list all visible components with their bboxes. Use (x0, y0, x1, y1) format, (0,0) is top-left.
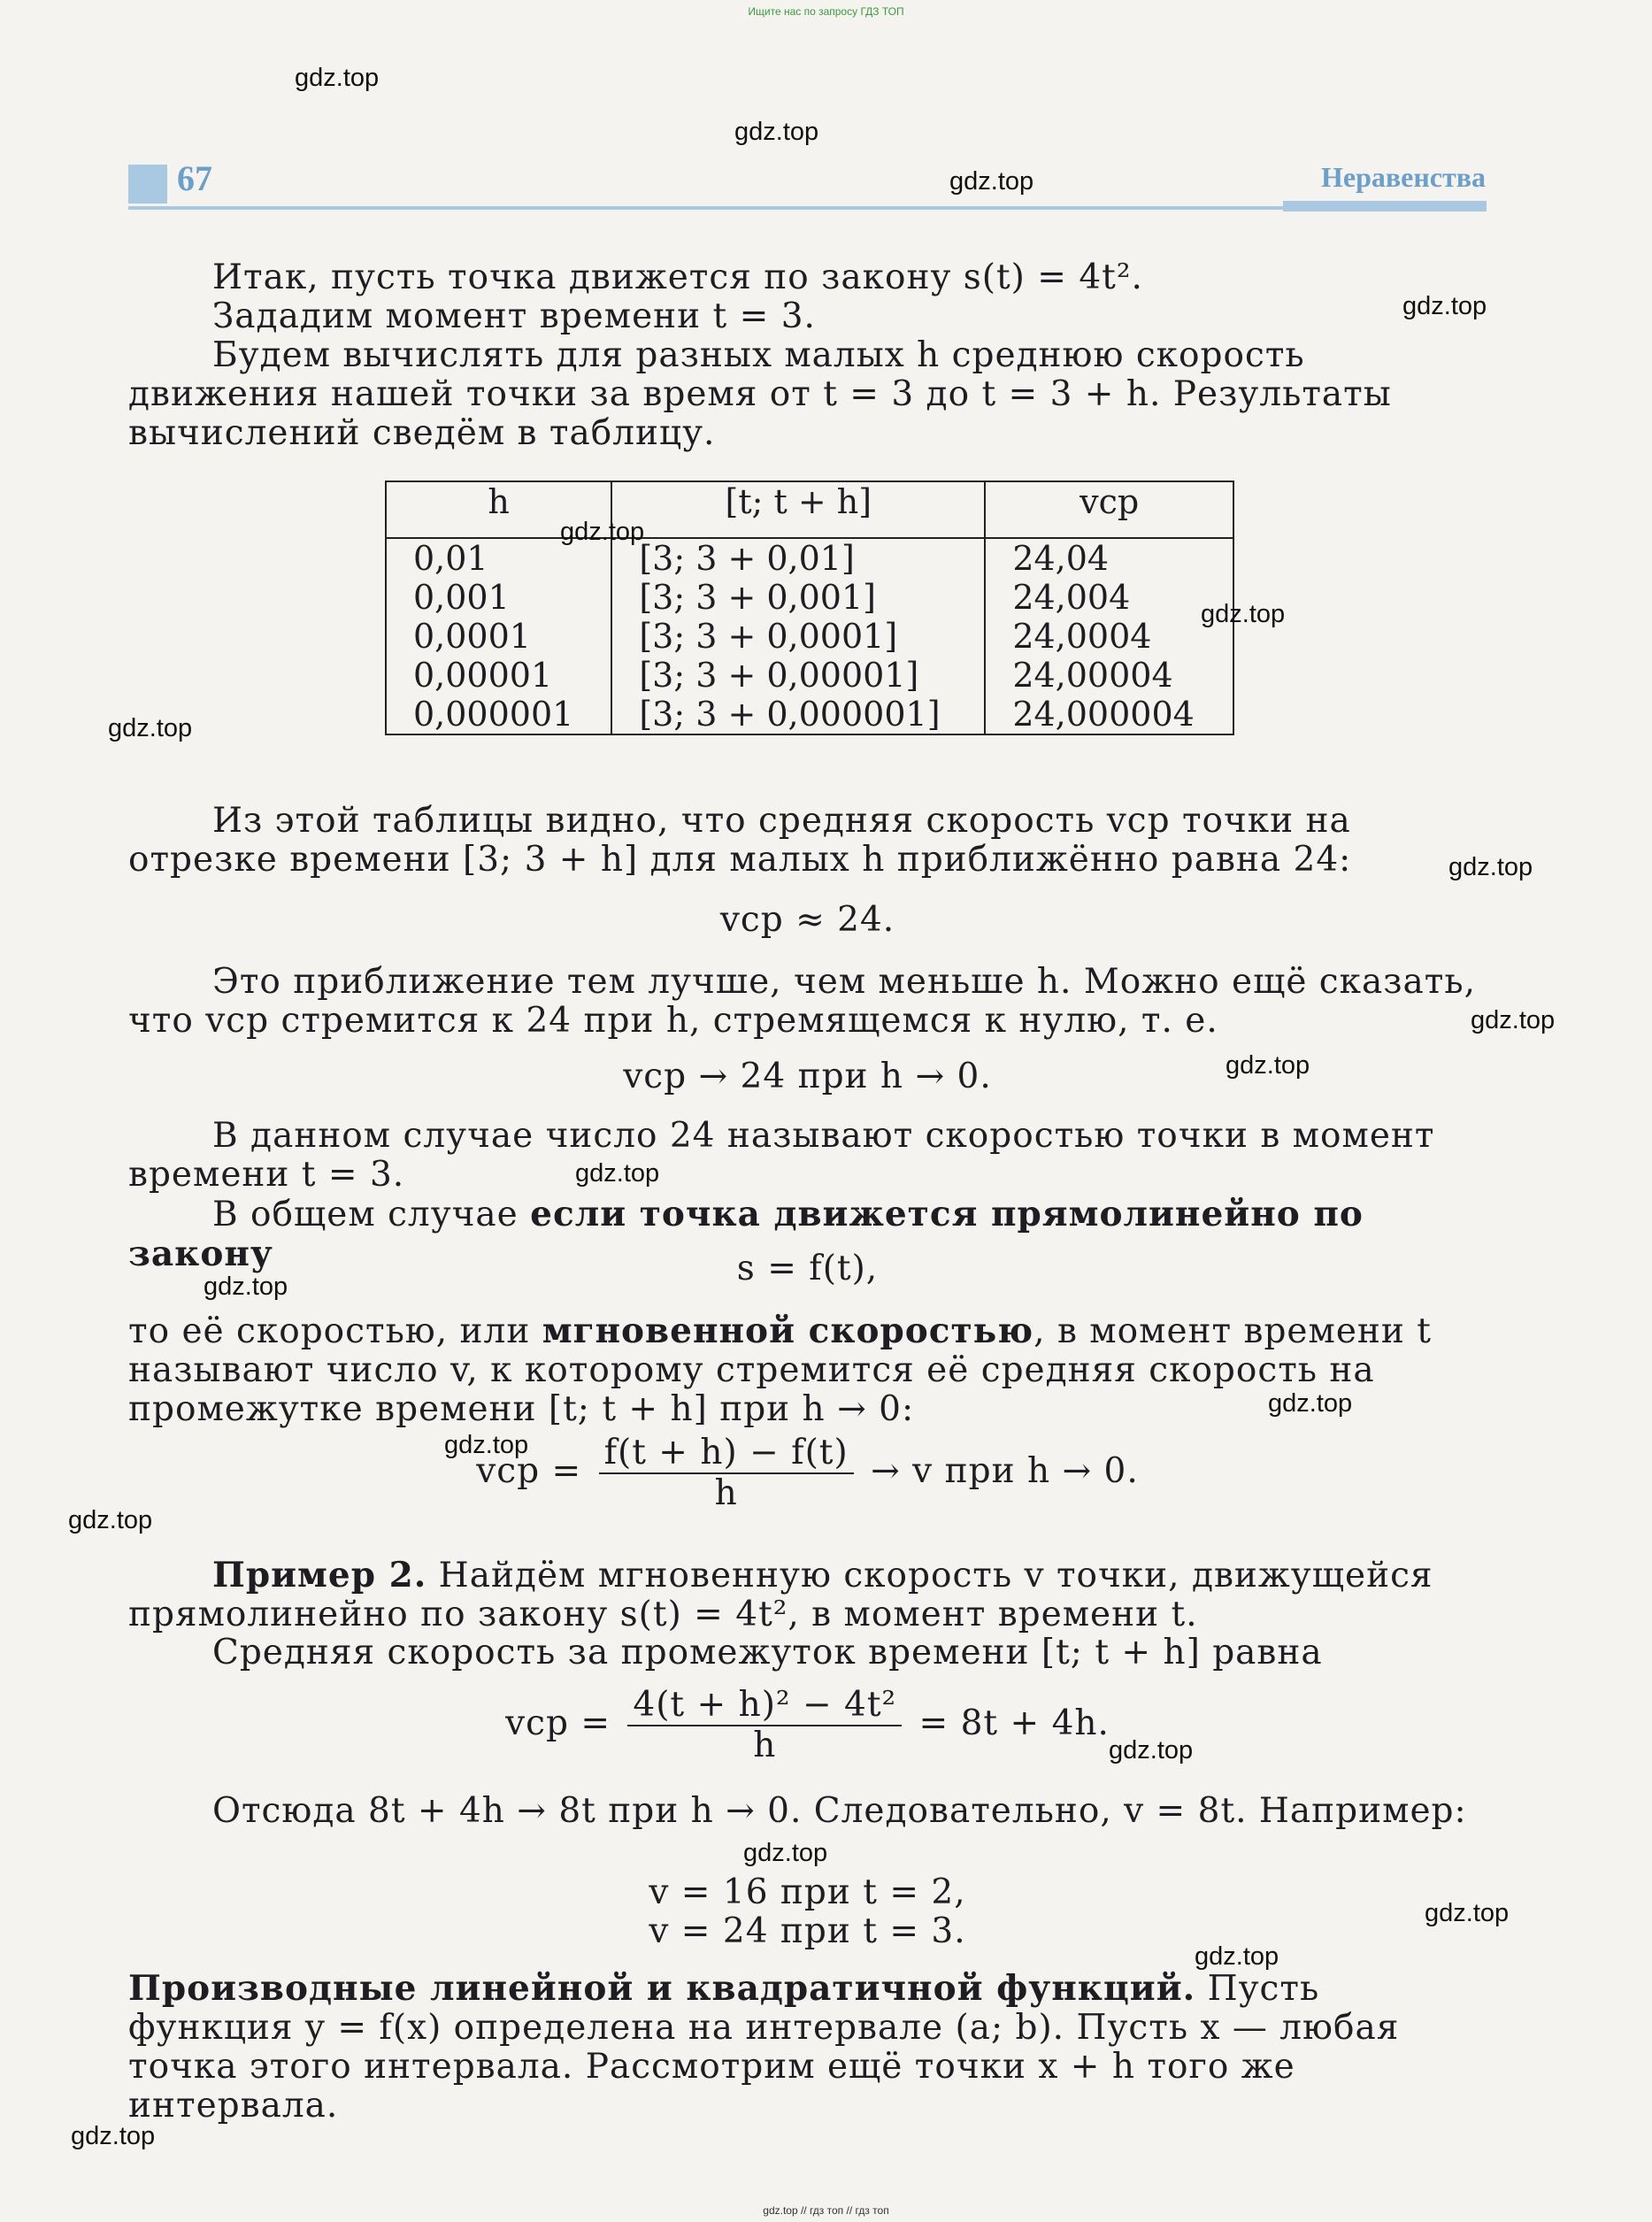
table-header: [t; t + h] (611, 481, 985, 538)
table-cell: 0,01 (386, 538, 611, 578)
table-row (386, 695, 1233, 734)
table-row (386, 656, 1233, 695)
p6: В данном случае число 24 называют скоростью точки в момент времени t = 3. (128, 1116, 1435, 1195)
table-cell: 0,000001 (386, 695, 611, 734)
watermark: gdz.top (204, 1272, 288, 1301)
page-number-marker (128, 165, 167, 204)
p8-bold: мгновенной скоростью (542, 1311, 1034, 1351)
watermark: gdz.top (1402, 292, 1487, 320)
table-cell: 0,001 (386, 578, 611, 617)
table-cell: [3; 3 + 0,01] (611, 538, 985, 578)
p3: Будем вычислять для разных малых h среднюю скорость движения нашей точки за время от t = 3 до t = 3 + h. Результаты вычислений сведём в таблицу. (128, 335, 1392, 453)
p10: Отсюда 8t + 4h → 8t при h → 0. Следовательно, v = 8t. Например: (212, 1791, 1467, 1831)
f5-left: vср = (505, 1703, 611, 1743)
f5-fraction (627, 1686, 902, 1765)
watermark: gdz.top (1448, 853, 1533, 881)
paragraph-1 (128, 258, 1487, 453)
watermark: gdz.top (1201, 600, 1286, 628)
page-number: 67 (177, 158, 212, 198)
p9: Средняя скорость за промежуток времени [t; t + h] равна (212, 1633, 1323, 1672)
f4-left: vср = (476, 1451, 582, 1491)
p7-bold: если точка движется прямолинейно по закону (128, 1194, 1364, 1274)
watermark: gdz.top (734, 118, 819, 146)
velocity-table (385, 481, 1234, 735)
formula-2: vср → 24 при h → 0. (623, 1057, 992, 1096)
table-cell: [3; 3 + 0,00001] (611, 656, 985, 695)
formula-4 (128, 1434, 1487, 1513)
p11 (128, 1969, 1487, 2126)
formula-1: vср ≈ 24. (719, 900, 895, 940)
p2: Зададим момент времени t = 3. (212, 296, 816, 336)
header-rule (128, 206, 1487, 210)
p4: Из этой таблицы видно, что средняя скорость vср точки на отрезке времени [3; 3 + h] для малых h приближённо равна 24: (128, 801, 1352, 880)
p5: Это приближение тем лучше, чем меньше h. Можно ещё сказать, что vср стремится к 24 при h, стремящемся к нулю, т. е. (128, 962, 1476, 1041)
f5-numerator: 4(t + h)² − 4t² (627, 1686, 902, 1726)
f4-right: → v при h → 0. (871, 1451, 1139, 1491)
watermark: gdz.top (949, 167, 1034, 196)
table-row (386, 617, 1233, 656)
section-title: Неравенства (1320, 161, 1486, 193)
p11-bold: Производные линейной и квадратичной функций. (128, 1968, 1196, 2009)
formula-7: v = 24 при t = 3. (649, 1911, 966, 1951)
p8-b: , в момент времени t называют число v, к которому стремится её средняя скорость на промежутке времени [t; t + h] при h → 0: (128, 1311, 1432, 1429)
f4-fraction (599, 1434, 854, 1513)
watermark: gdz.top (1268, 1389, 1353, 1418)
table-cell: 24,004 (985, 578, 1233, 617)
table-cell: 24,000004 (985, 695, 1233, 734)
watermark: gdz.top (560, 518, 645, 546)
formula-3: s = f(t), (736, 1249, 879, 1288)
formula-6: v = 16 при t = 2, (649, 1872, 966, 1912)
watermark: gdz.top (71, 2122, 156, 2150)
table-cell: 0,00001 (386, 656, 611, 695)
watermark: gdz.top (1425, 1899, 1510, 1927)
bottom-note: gdz.top // гдз топ // гдз топ (763, 2204, 889, 2217)
formula-5 (128, 1686, 1487, 1765)
watermark: gdz.top (575, 1159, 660, 1188)
p7-start: В общем случае (212, 1195, 531, 1234)
table-row (386, 578, 1233, 617)
table-cell: [3; 3 + 0,0001] (611, 617, 985, 656)
example-2 (128, 1556, 1487, 1634)
table-cell: 0,0001 (386, 617, 611, 656)
watermark: gdz.top (108, 714, 193, 742)
p11-text: Пусть функция y = f(x) определена на интервале (a; b). Пусть x — любая точка этого интервала. Рассмотрим ещё точки x + h того же интервала. (128, 1969, 1400, 2126)
example-label: Пример 2. (212, 1555, 427, 1595)
table-cell: 24,04 (985, 538, 1233, 578)
f4-denominator: h (714, 1473, 738, 1513)
watermark: gdz.top (68, 1506, 153, 1534)
table-cell: [3; 3 + 0,000001] (611, 695, 985, 734)
table-cell: 24,00004 (985, 656, 1233, 695)
watermark: gdz.top (1226, 1051, 1310, 1080)
example-text: Найдём мгновенную скорость v точки, движущейся прямолинейно по закону s(t) = 4t², в момент времени t. (128, 1556, 1433, 1634)
top-note: Ищите нас по запросу ГДЗ ТОП (748, 5, 904, 18)
watermark: gdz.top (295, 64, 380, 92)
table-cell: [3; 3 + 0,001] (611, 578, 985, 617)
f5-right: = 8t + 4h. (918, 1703, 1110, 1743)
p1: Итак, пусть точка движется по закону s(t) = 4t². (212, 258, 1143, 297)
table-header: vср (985, 481, 1233, 538)
table-header-row (386, 481, 1233, 538)
watermark: gdz.top (743, 1839, 828, 1867)
watermark: gdz.top (1109, 1736, 1194, 1765)
table-cell: 24,0004 (985, 617, 1233, 656)
watermark: gdz.top (1471, 1006, 1556, 1034)
table-row (386, 538, 1233, 578)
f5-denominator: h (753, 1726, 777, 1765)
f4-numerator: f(t + h) − f(t) (599, 1434, 854, 1474)
table-header: h (386, 481, 611, 538)
p8-a: то её скоростью, или (128, 1311, 542, 1351)
watermark: gdz.top (444, 1431, 529, 1459)
watermark: gdz.top (1195, 1942, 1279, 1971)
